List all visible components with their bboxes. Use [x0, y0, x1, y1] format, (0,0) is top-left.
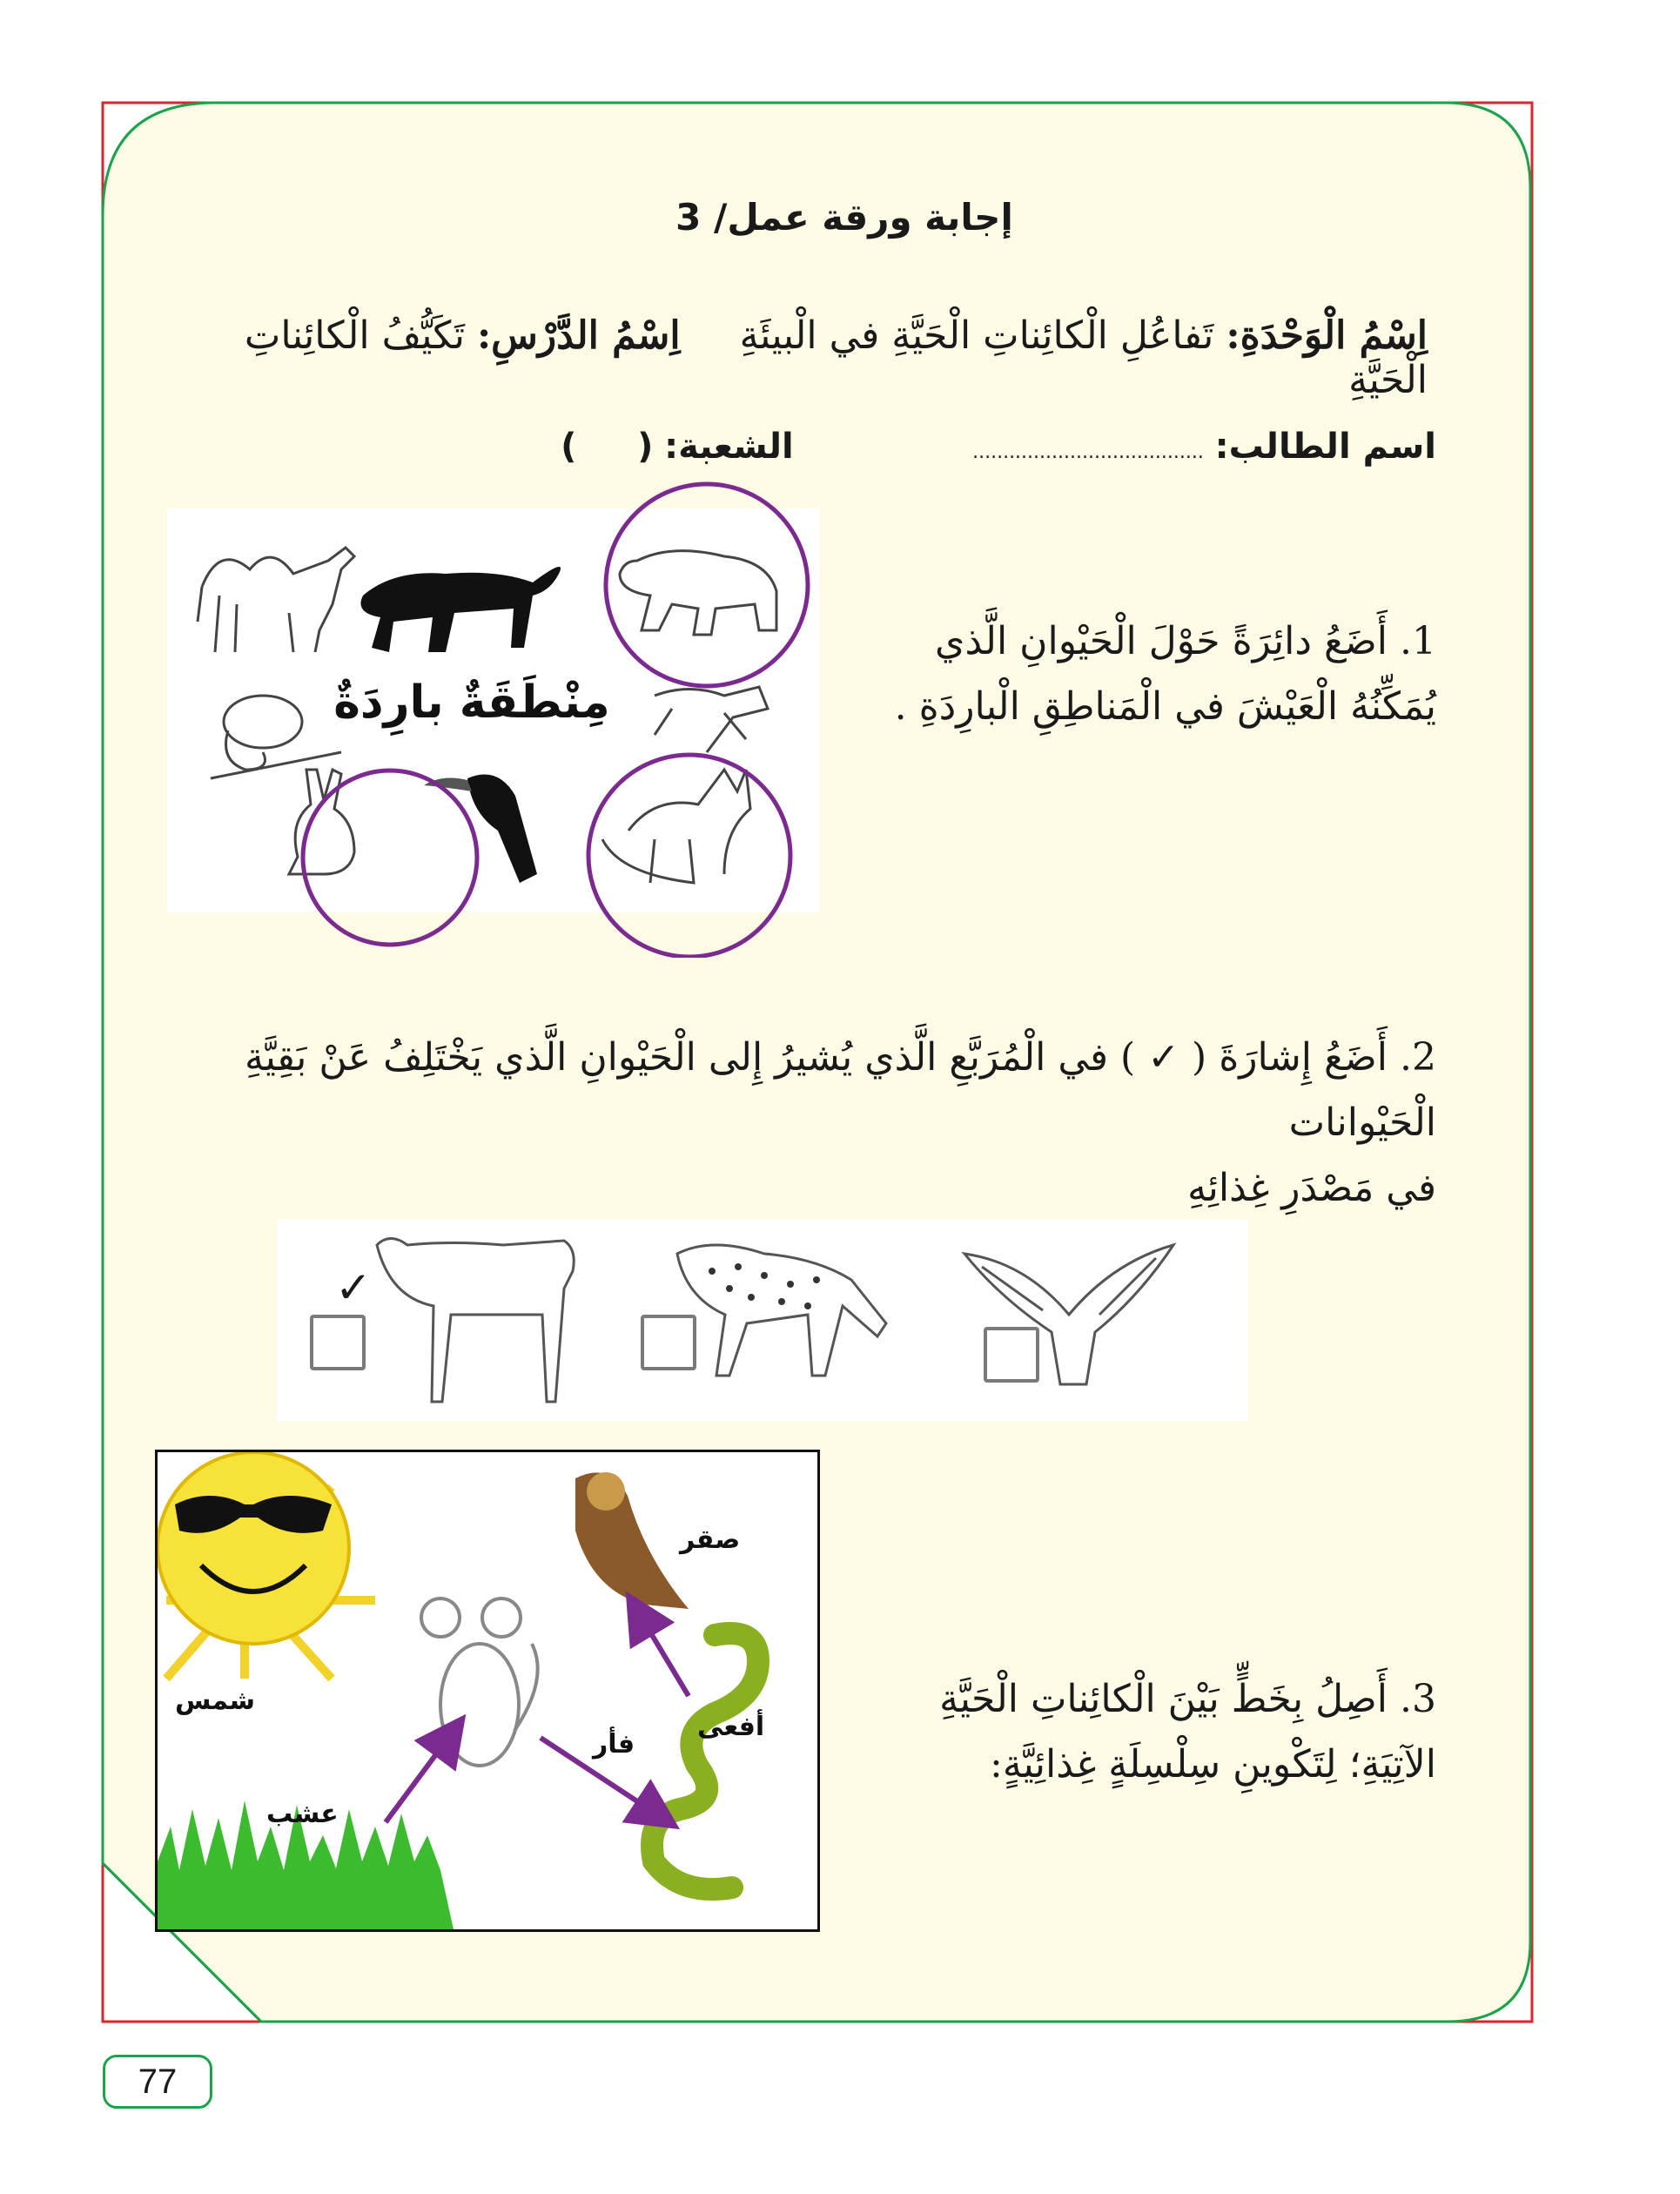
falcon-icon [575, 1472, 689, 1609]
worksheet-title: إجابة ورقة عمل/ 3 [675, 196, 1013, 239]
question-1 [827, 609, 1436, 740]
section-label: الشعبة: [664, 427, 794, 467]
checkbox-goat[interactable] [310, 1315, 366, 1370]
unit-label: اِسْمُ الْوَحْدَةِ: [1226, 313, 1428, 358]
question-3-line1: 3. أَصِلُ بِخَطٍّ بَيْنَ الْكائِناتِ الْحَيَّةِ [939, 1677, 1436, 1721]
question-3-number: 3. [1400, 1677, 1436, 1721]
student-label: اسم الطالب: [1214, 427, 1436, 467]
arrow-snake-to-falcon[interactable] [636, 1609, 689, 1696]
checkbox-leopard[interactable] [641, 1315, 696, 1370]
question-1-number: 1. [1400, 619, 1436, 663]
page-number: 77 [103, 2055, 212, 2109]
lesson-value: تَكَيُّفُ الْكائِناتِ الْحَيَّةِ [244, 313, 1428, 402]
question-1-line1: 1. أَضَعُ دائِرَةً حَوْلَ الْحَيْوانِ الَّذي [935, 619, 1436, 663]
arrow-grass-to-mouse[interactable] [386, 1731, 454, 1822]
goat-check-mark: ✓ [335, 1262, 372, 1313]
q2-animals-image [277, 1219, 1248, 1421]
sun-label: شمس [175, 1686, 256, 1716]
section-field[interactable]: ( ) [561, 427, 654, 467]
snake-label: أفعى [697, 1712, 765, 1742]
question-2-line1: 2. أَضَعُ إِشارَةَ ( ✓ ) في الْمُرَبَّعِ الَّذي يُشيرُ إِلى الْحَيْوانِ الَّذي يَخْتَلِفُ عَنْ بَقِيَّةِ الْحَيْوانات [245, 1035, 1436, 1145]
circle-rabbit[interactable] [303, 771, 477, 945]
goat-icon [377, 1239, 574, 1403]
q3-food-chain-image [155, 1450, 820, 1932]
mouse-icon [421, 1598, 538, 1766]
circle-fox[interactable] [588, 755, 790, 957]
question-2-line2: في مَصْدَرِ غِذائِهِ [1187, 1165, 1436, 1210]
leopard-icon [677, 1245, 886, 1376]
unit-value: تَفاعُلِ الْكائِناتِ الْحَيَّةِ في الْبيئَةِ [739, 313, 1214, 358]
question-3-line2: الآتِيَةِ؛ لِتَكْوينِ سِلْسِلَةٍ غِذائِيَّةٍ: [990, 1741, 1436, 1787]
q1-answer-circles [0, 0, 1680, 958]
snake-icon [652, 1633, 758, 1889]
sun-icon [158, 1452, 375, 1679]
question-2-number: 2. [1400, 1035, 1436, 1080]
question-3 [827, 1667, 1436, 1798]
question-1-line2: يُمَكِّنُهُ الْعَيْشَ في الْمَناطِقِ الْبارِدَةِ . [894, 683, 1436, 729]
lesson-label: اِسْمُ الدَّرْسِ: [476, 313, 681, 358]
falcon-label: صقر [680, 1524, 741, 1555]
student-name-field[interactable]: ...................................... [972, 441, 1204, 463]
grass-label: عشب [266, 1799, 339, 1829]
circle-polar-bear[interactable] [606, 484, 808, 686]
mouse-label: فأر [593, 1729, 635, 1760]
checkbox-eagle[interactable] [984, 1327, 1039, 1383]
question-2 [183, 1026, 1436, 1221]
cold-region-label: مِنْطَقَةٌ بارِدَةٌ [333, 676, 610, 729]
